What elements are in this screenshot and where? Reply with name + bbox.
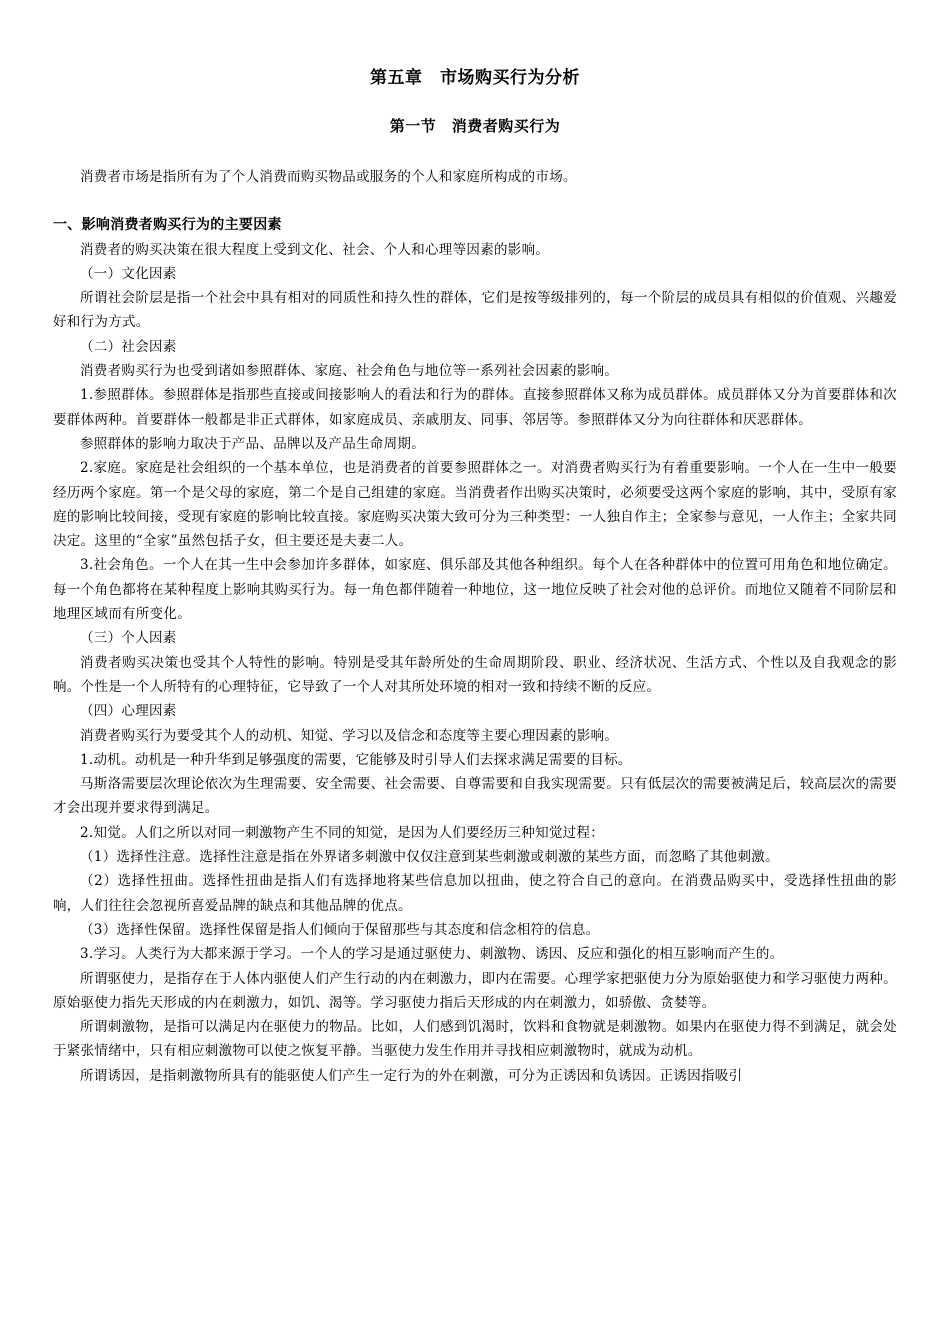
subheading-social-factors: （二）社会因素 bbox=[80, 338, 177, 355]
paragraph: 消费者的购买决策在很大程度上受到文化、社会、个人和心理等因素的影响。 bbox=[80, 241, 550, 258]
paragraph: 1.动机。动机是一种升华到足够强度的需要，它能够及时引导人们去探求满足需要的目标。 bbox=[80, 751, 632, 768]
heading-main-factors: 一、影响消费者购买行为的主要因素 bbox=[53, 217, 282, 234]
paragraph: 所谓刺激物，是指可以满足内在驱使力的物品。比如，人们感到饥渴时，饮料和食物就是刺激物。如果内在驱使力得不到满足，就会处于紧张情绪中，只有相应刺激物可以使之恢复平静。当驱使力发生作用并寻找相应刺激物时，就成为动机。 bbox=[53, 1019, 897, 1060]
subheading-psychological-factors: （四）心理因素 bbox=[80, 703, 177, 720]
paragraph: 参照群体的影响力取决于产品、品牌以及产品生命周期。 bbox=[80, 435, 425, 452]
paragraph: 马斯洛需要层次理论依次为生理需要、安全需要、社会需要、自尊需要和自我实现需要。只有低层次的需要被满足后，较高层次的需要才会出现并要求得到满足。 bbox=[53, 776, 897, 817]
paragraph: 3.社会角色。一个人在其一生中会参加许多群体，如家庭、俱乐部及其他各种组织。每个人在各种群体中的位置可用角色和地位确定。每一个角色都将在某种程度上影响其购买行为。每一角色都伴随着一种地位，这一地位反映了社会对他的总评价。而地位又随着不同阶层和地理区域而有所变化。 bbox=[53, 557, 897, 623]
body-text bbox=[53, 165, 897, 1088]
paragraph: 消费者购买行为要受其个人的动机、知觉、学习以及信念和态度等主要心理因素的影响。 bbox=[80, 727, 619, 744]
subheading-personal-factors: （三）个人因素 bbox=[80, 630, 177, 647]
paragraph: 2.家庭。家庭是社会组织的一个基本单位，也是消费者的首要参照群体之一。对消费者购买行为有着重要影响。一个人在一生中一般要经历两个家庭。第一个是父母的家庭，第二个是自己组建的家庭。当消费者作出购买决策时，必须要受这两个家庭的影响，其中，受原有家庭的影响比较间接，受现有家庭的影响比较直接。家庭购买决策大致可分为三种类型：一人独自作主；全家参与意见，一人作主；全家共同决定。这里的“全家”虽然包括子女，但主要还是夫妻二人。 bbox=[53, 460, 897, 550]
paragraph: 所谓社会阶层是指一个社会中具有相对的同质性和持久性的群体，它们是按等级排列的，每一个阶层的成员具有相似的价值观、兴趣爱好和行为方式。 bbox=[53, 290, 897, 331]
paragraph: （1）选择性注意。选择性注意是指在外界诸多刺激中仅仅注意到某些刺激或刺激的某些方面，而忽略了其他刺激。 bbox=[80, 849, 779, 866]
paragraph: 消费者购买行为也受到诸如参照群体、家庭、社会角色与地位等一系列社会因素的影响。 bbox=[80, 363, 619, 380]
chapter-title: 第五章 市场购买行为分析 bbox=[370, 68, 580, 88]
section-title: 第一节 消费者购买行为 bbox=[389, 117, 561, 135]
paragraph: （3）选择性保留。选择性保留是指人们倾向于保留那些与其态度和信念相符的信息。 bbox=[80, 921, 600, 938]
paragraph: 所谓驱使力，是指存在于人体内驱使人们产生行动的内在刺激力，即内在需要。心理学家把驱使力分为原始驱使力和学习驱使力两种。原始驱使力指先天形成的内在刺激力，如饥、渴等。学习驱使力指后天形成的内在刺激力，如骄傲、贪婪等。 bbox=[53, 970, 897, 1011]
paragraph: 3.学习。人类行为大都来源于学习。一个人的学习是通过驱使力、刺激物、诱因、反应和强化的相互影响而产生的。 bbox=[80, 946, 784, 963]
paragraph: 消费者购买决策也受其个人特性的影响。特别是受其年龄所处的生命周期阶段、职业、经济状况、生活方式、个性以及自我观念的影响。个性是一个人所特有的心理特征，它导致了一个人对其所处环境的相对一致和持续不断的反应。 bbox=[53, 654, 897, 695]
paragraph: 2.知觉。人们之所以对同一刺激物产生不同的知觉，是因为人们要经历三种知觉过程： bbox=[80, 824, 605, 841]
paragraph: 所谓诱因，是指刺激物所具有的能驱使人们产生一定行为的外在刺激，可分为正诱因和负诱因。正诱因指吸引 bbox=[80, 1067, 743, 1084]
paragraph: （2）选择性扭曲。选择性扭曲是指人们有选择地将某些信息加以扭曲，使之符合自己的意向。在消费品购买中，受选择性扭曲的影响，人们往往会忽视所喜爱品牌的缺点和其他品牌的优点。 bbox=[53, 873, 897, 914]
intro-paragraph: 消费者市场是指所有为了个人消费而购买物品或服务的个人和家庭所构成的市场。 bbox=[80, 169, 577, 185]
subheading-cultural-factors: （一）文化因素 bbox=[80, 265, 177, 282]
paragraph: 1.参照群体。参照群体是指那些直接或间接影响人的看法和行为的群体。直接参照群体又称为成员群体。成员群体又分为首要群体和次要群体两种。首要群体一般都是非正式群体，如家庭成员、亲戚朋友、同事、邻居等。参照群体又分为向往群体和厌恶群体。 bbox=[53, 387, 897, 428]
